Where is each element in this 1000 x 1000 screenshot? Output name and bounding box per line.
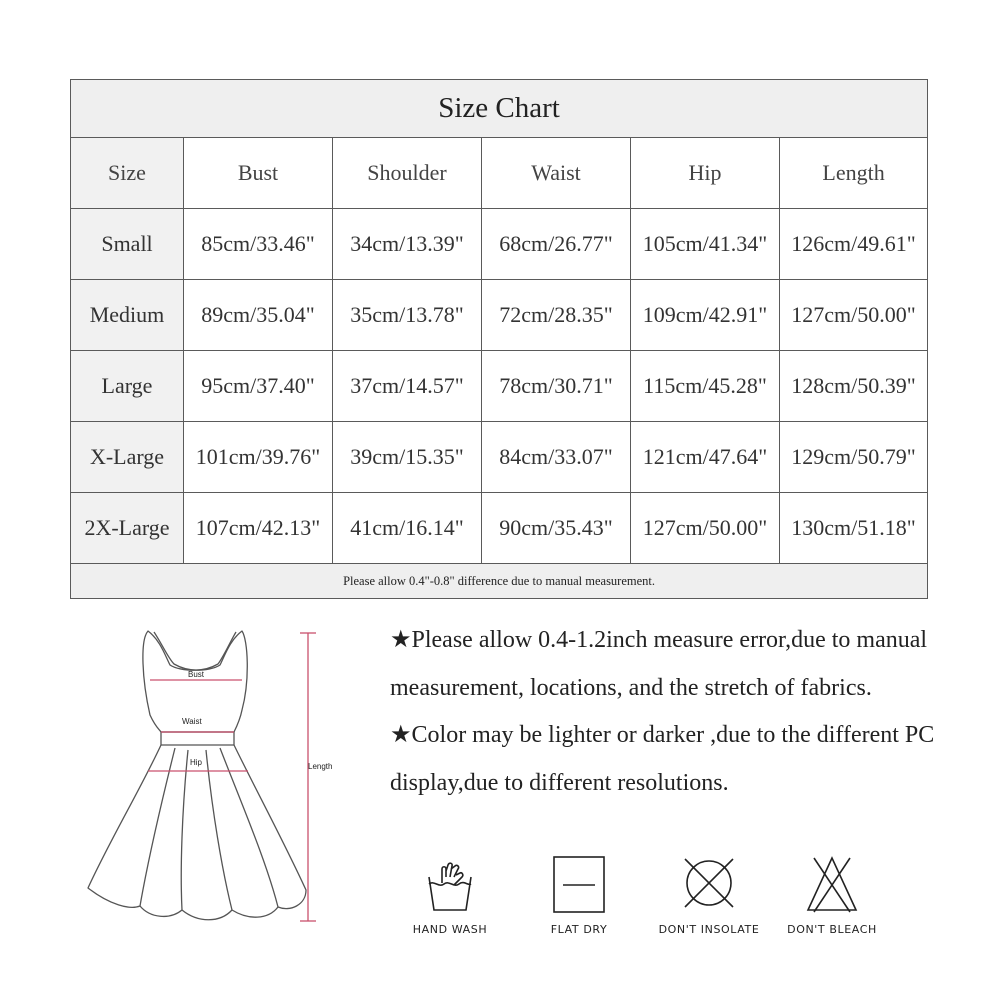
table-row xyxy=(71,351,928,422)
bust-cell: 107cm/42.13" xyxy=(184,493,333,564)
length-cell: 129cm/50.79" xyxy=(780,422,928,493)
hip-cell: 115cm/45.28" xyxy=(631,351,780,422)
size-cell: Large xyxy=(71,351,184,422)
waist-label: Waist xyxy=(182,717,202,726)
flat-dry-label: FLAT DRY xyxy=(550,923,608,936)
size-chart-title-row xyxy=(71,80,928,138)
waist-cell: 68cm/26.77" xyxy=(482,209,631,280)
hip-cell: 105cm/41.34" xyxy=(631,209,780,280)
bust-cell: 85cm/33.46" xyxy=(184,209,333,280)
care-flat-dry xyxy=(514,855,644,936)
size-cell: 2X-Large xyxy=(71,493,184,564)
hip-cell: 127cm/50.00" xyxy=(631,493,780,564)
header-shoulder: Shoulder xyxy=(333,138,482,209)
hip-cell: 121cm/47.64" xyxy=(631,422,780,493)
care-notes xyxy=(390,617,990,807)
header-waist: Waist xyxy=(482,138,631,209)
hand-wash-icon xyxy=(420,855,480,915)
flat-dry-icon xyxy=(549,855,609,915)
length-cell: 126cm/49.61" xyxy=(780,209,928,280)
table-row xyxy=(71,209,928,280)
bust-cell: 101cm/39.76" xyxy=(184,422,333,493)
shoulder-cell: 37cm/14.57" xyxy=(333,351,482,422)
table-row xyxy=(71,280,928,351)
length-label: Length xyxy=(308,762,333,771)
size-cell: Small xyxy=(71,209,184,280)
care-hand-wash xyxy=(385,855,515,936)
header-bust: Bust xyxy=(184,138,333,209)
waist-cell: 78cm/30.71" xyxy=(482,351,631,422)
header-size: Size xyxy=(71,138,184,209)
bust-cell: 89cm/35.04" xyxy=(184,280,333,351)
length-cell: 127cm/50.00" xyxy=(780,280,928,351)
header-length: Length xyxy=(780,138,928,209)
hip-cell: 109cm/42.91" xyxy=(631,280,780,351)
dont-insolate-label: DON'T INSOLATE xyxy=(658,923,760,936)
shoulder-cell: 39cm/15.35" xyxy=(333,422,482,493)
size-chart-title: Size Chart xyxy=(71,80,928,138)
measurement-note: Please allow 0.4"-0.8" difference due to manual measurement. xyxy=(71,564,928,599)
bust-label: Bust xyxy=(188,670,205,679)
dont-bleach-label: DON'T BLEACH xyxy=(787,923,877,936)
waist-cell: 90cm/35.43" xyxy=(482,493,631,564)
header-row xyxy=(71,138,928,209)
length-cell: 130cm/51.18" xyxy=(780,493,928,564)
dont-tumble-dry-icon xyxy=(679,855,739,915)
size-chart-table xyxy=(70,79,928,599)
shoulder-cell: 34cm/13.39" xyxy=(333,209,482,280)
waist-cell: 84cm/33.07" xyxy=(482,422,631,493)
shoulder-cell: 41cm/16.14" xyxy=(333,493,482,564)
dont-bleach-icon xyxy=(802,855,862,915)
hand-wash-label: HAND WASH xyxy=(412,923,488,936)
size-cell: X-Large xyxy=(71,422,184,493)
waist-cell: 72cm/28.35" xyxy=(482,280,631,351)
table-note-row xyxy=(71,564,928,599)
measure-error-note: ★Please allow 0.4-1.2inch measure error,due to manual measurement, locations, and the stretch of fabrics. xyxy=(390,627,928,701)
bust-cell: 95cm/37.40" xyxy=(184,351,333,422)
shoulder-cell: 35cm/13.78" xyxy=(333,280,482,351)
color-note: ★Color may be lighter or darker ,due to the different PC display,due to different resolutions. xyxy=(390,722,935,796)
care-dont-bleach xyxy=(767,855,897,936)
table-row xyxy=(71,422,928,493)
hip-label: Hip xyxy=(190,758,203,767)
size-cell: Medium xyxy=(71,280,184,351)
table-row xyxy=(71,493,928,564)
care-dont-insolate xyxy=(644,855,774,936)
length-cell: 128cm/50.39" xyxy=(780,351,928,422)
dress-measurement-diagram xyxy=(70,620,390,940)
dress-waistband xyxy=(161,732,234,745)
header-hip: Hip xyxy=(631,138,780,209)
